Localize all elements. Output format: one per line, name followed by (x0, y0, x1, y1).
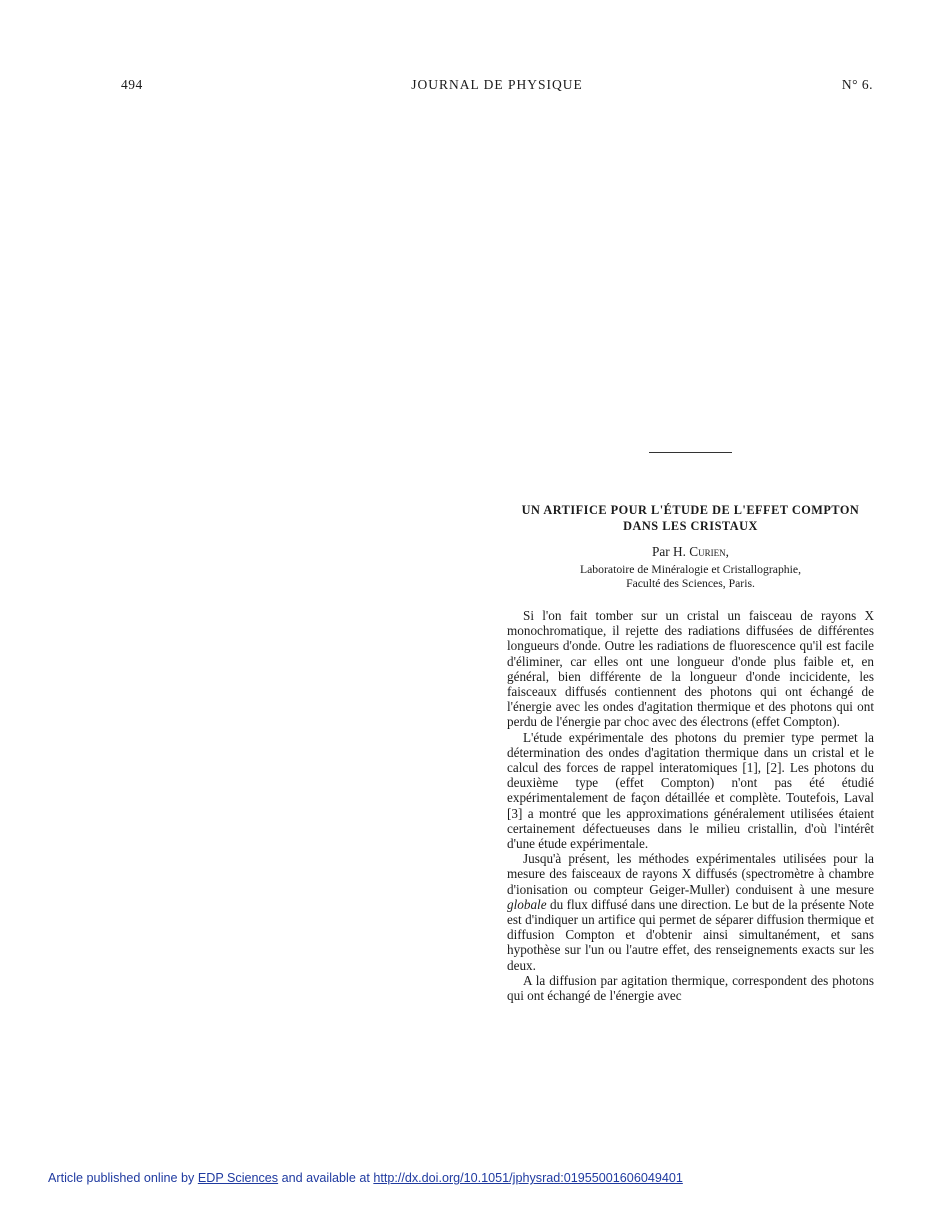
paragraph-text: Jusqu'à présent, les méthodes expérimentales utilisées pour la mesure des faisceaux de rayons X diffusés (spectromètre à chambre d'ionisation ou compteur Geiger-Muller) conduisent à une mesure (507, 851, 874, 897)
publisher-link[interactable]: EDP Sciences (197, 1171, 279, 1185)
paragraph: L'étude expérimentale des photons du premier type permet la détermination des ondes d'agitation thermique dans un cristal et le calcul des forces de rappel interatomiques [1], [2]. Les photons du deuxième type (effet Compton) n'ont pas été étudié expérimentalement de façon détaillée et complète. Toutefois, Laval [3] a montré que les approximations généralement utilisées étaient certainement défectueuses dans le milieu cristallin, d'où l'intérêt d'une étude expérimentale. (507, 729, 874, 852)
article (507, 502, 874, 1003)
paragraph: A la diffusion par agitation thermique, correspondent des photons qui ont échangé de l'énergie avec (507, 972, 874, 1004)
journal-title: JOURNAL DE PHYSIQUE (411, 77, 583, 92)
footer-text: Article published online by (48, 1171, 198, 1185)
affiliation-line: Laboratoire de Minéralogie et Cristallographie, (579, 563, 801, 576)
affiliation-line: Faculté des Sciences, Paris. (626, 577, 755, 590)
emphasis-text: globale (507, 896, 547, 912)
doi-link[interactable]: http://dx.doi.org/10.1051/jphysrad:01955001606049401 (373, 1171, 683, 1185)
author-byline (507, 544, 874, 560)
title-line: DANS LES CRISTAUX (623, 519, 758, 533)
publication-footer (48, 1171, 683, 1185)
author-prefix: Par H. (651, 544, 686, 559)
paragraph (507, 851, 874, 973)
title-line: UN ARTIFICE POUR L'ÉTUDE DE L'EFFET COMPTON (521, 503, 860, 517)
paragraph-text: du flux diffusé dans une direction. Le but de la présente Note est d'indiquer un artifice qui permet de séparer diffusion thermique et diffusion Compton et d'obtenir ainsi simultanément, et sans hypothèse sur l'un ou l'autre effet, des renseignements exacts sur les deux. (507, 896, 874, 973)
footer-text: and available at (278, 1171, 374, 1185)
page-number: 494 (121, 77, 143, 92)
author-affiliation (507, 563, 874, 591)
paragraph: Si l'on fait tomber sur un cristal un faisceau de rayons X monochromatique, il rejette des radiations diffusées de différentes longueurs d'onde. Outre les radiations de fluorescence qu'il est facile d'éliminer, car elles ont une longueur d'onde plus faible et, en général, bien différente de la longueur d'onde incicidente, les faisceaux diffusés contiennent des photons qui ont échangé de l'énergie avec les ondes d'agitation thermique et des photons qui ont perdu de l'énergie par choc avec des électrons (effet Compton). (507, 608, 874, 730)
section-divider (649, 452, 732, 453)
running-header (121, 77, 873, 95)
author-name: Curien, (689, 544, 729, 559)
article-body (507, 608, 874, 1003)
issue-number: N° 6. (841, 77, 873, 92)
article-title (507, 502, 874, 534)
